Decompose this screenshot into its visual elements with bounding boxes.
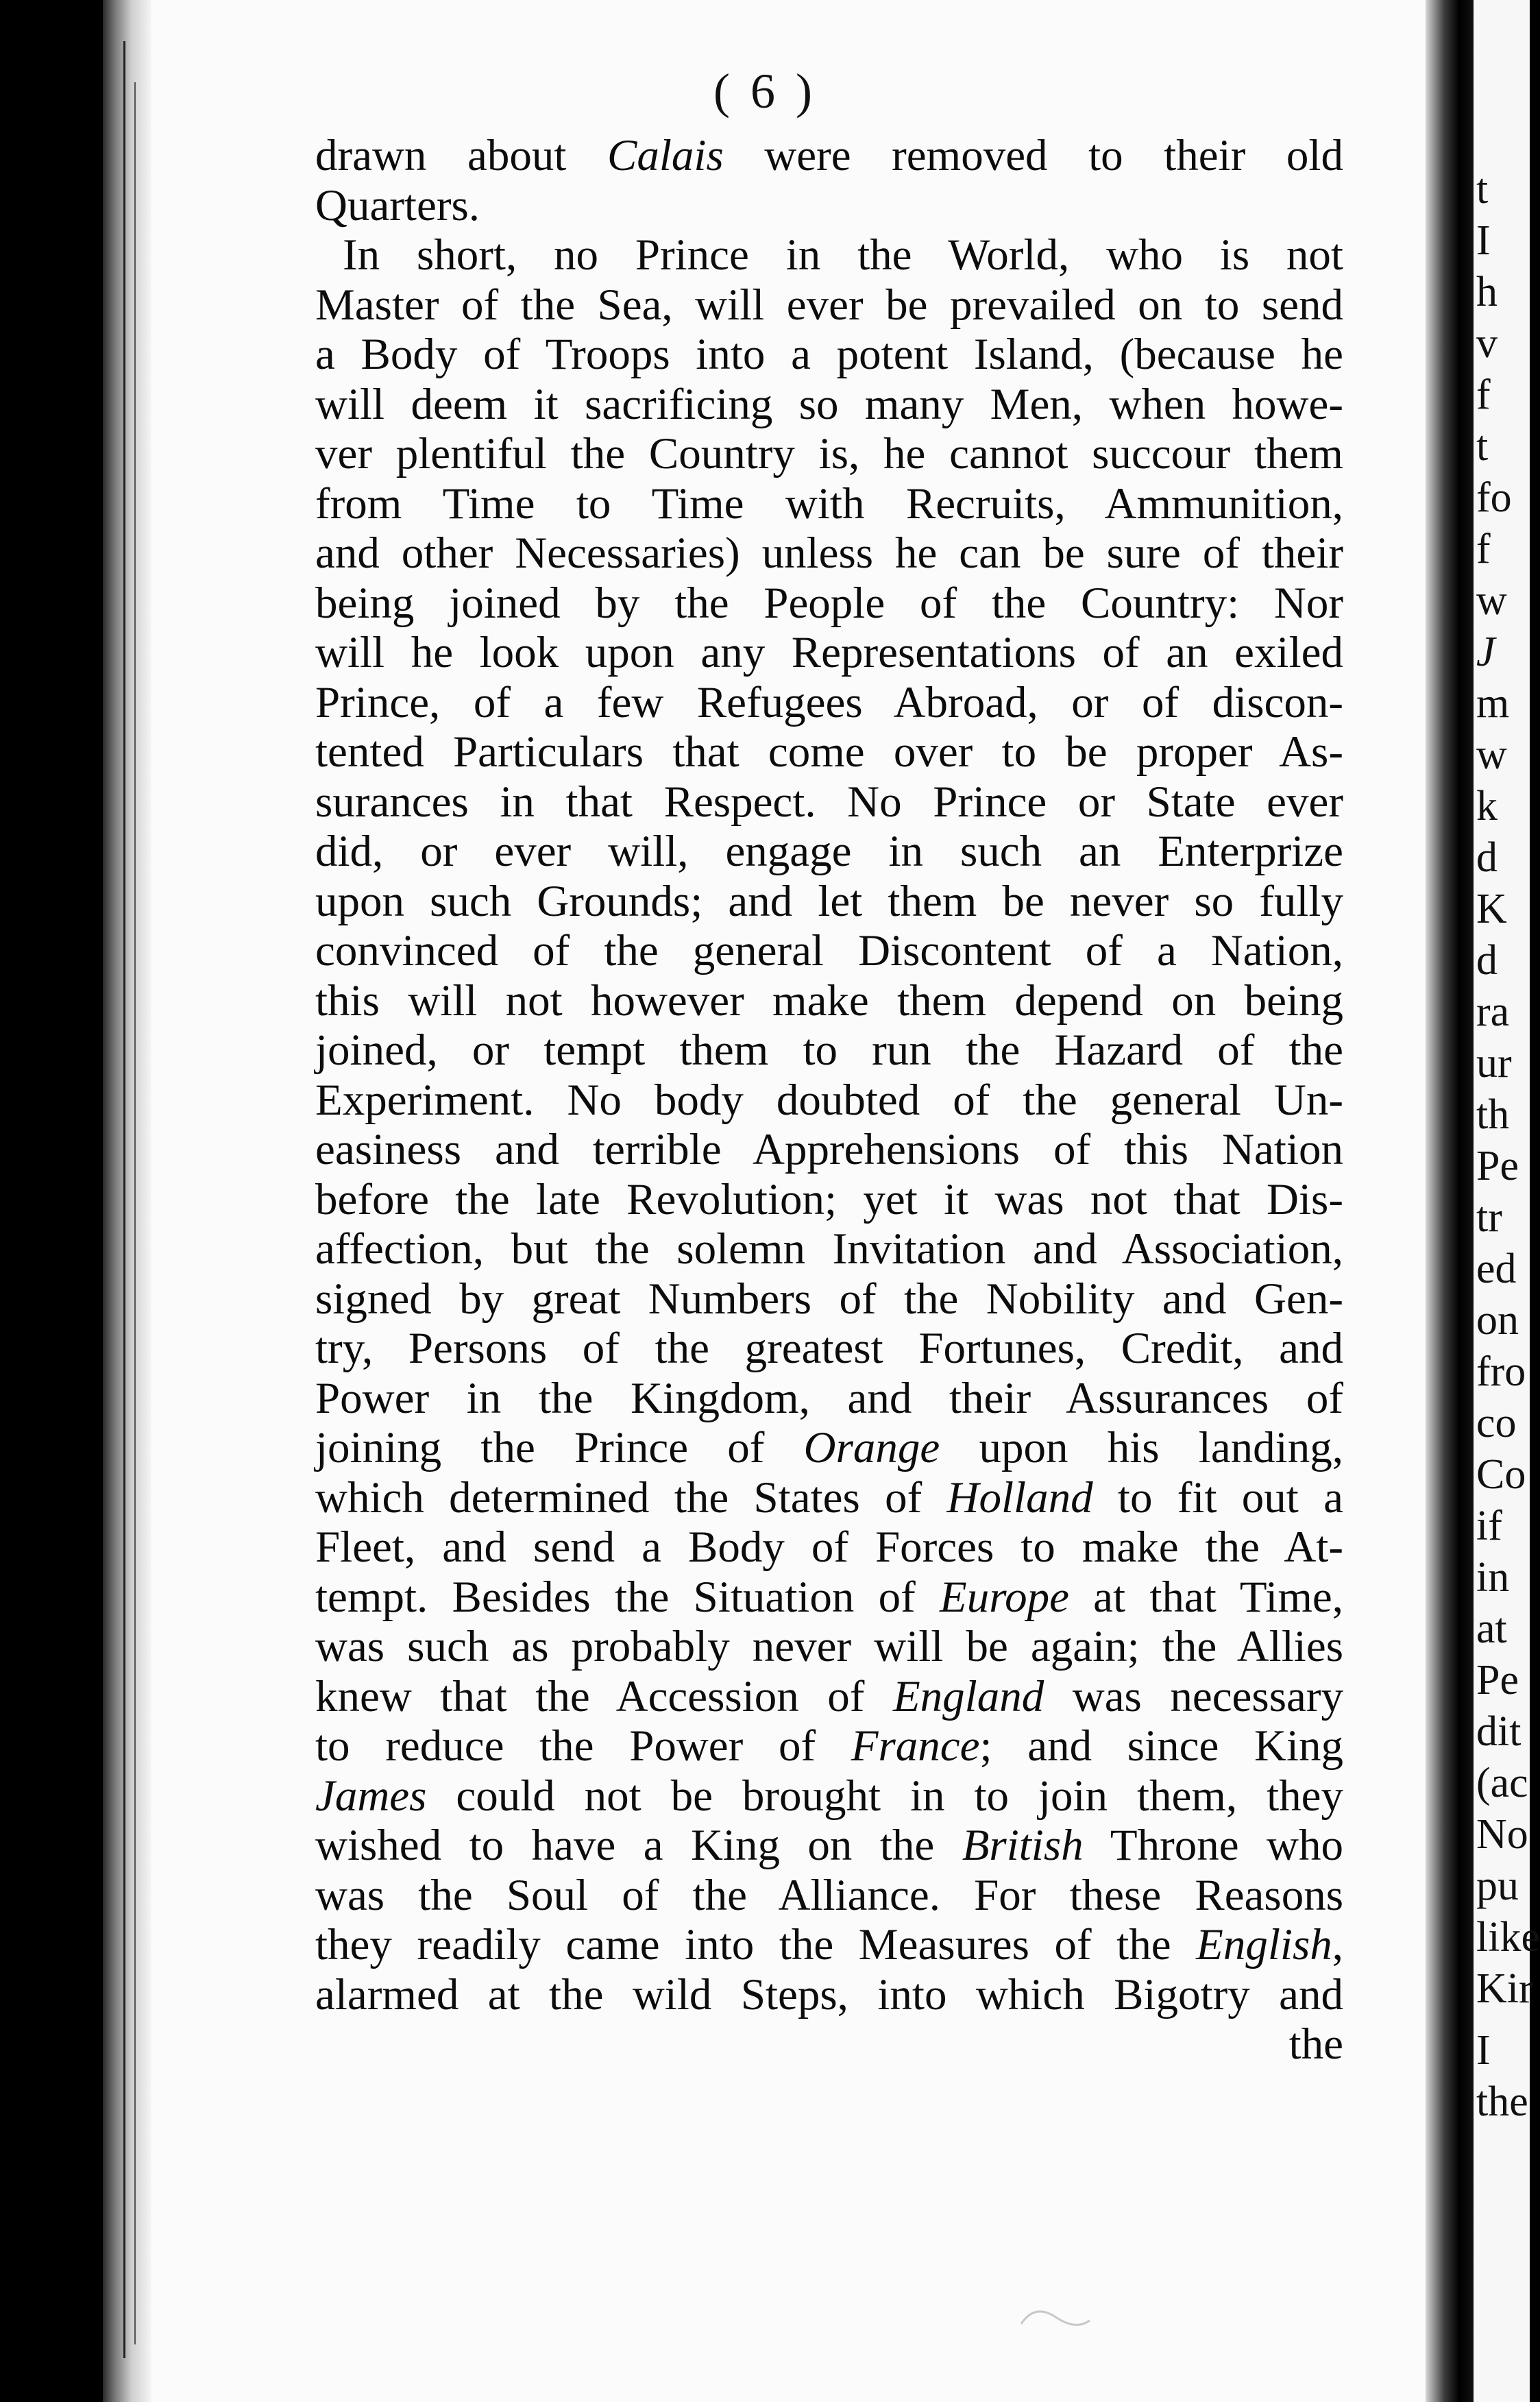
- text-line: [315, 1373, 1343, 1424]
- text-run: a Body of Troops into a potent Island, (because he: [315, 330, 1343, 379]
- facing-text-fragment: Co: [1476, 1451, 1526, 1498]
- text-run: and other Necessaries) unless he can be sure of their: [315, 529, 1343, 578]
- text-run: convinced of the general Discontent of a Nation,: [315, 926, 1343, 975]
- text-run: drawn about: [315, 131, 607, 180]
- facing-text-fragment: d: [1476, 834, 1498, 881]
- text-run: easiness and terrible Apprehensions of this Nation: [315, 1125, 1343, 1174]
- text-run: alarmed at the wild Steps, into which Bigotry and: [315, 1969, 1343, 2019]
- text-run: before the late Revolution; yet it was not that Dis-: [315, 1174, 1343, 1224]
- text-line: [315, 1274, 1343, 1324]
- text-line: [315, 1820, 1343, 1871]
- spine-edge: [123, 41, 125, 2358]
- facing-text-fragment: on: [1476, 1297, 1519, 1344]
- text-line: [315, 1025, 1343, 1076]
- spine-edge-inner: [134, 82, 136, 2344]
- text-line: [315, 1124, 1343, 1175]
- text-run: England: [892, 1671, 1044, 1721]
- text-run: try, Persons of the greatest Fortunes, Credit, and: [315, 1324, 1343, 1373]
- text-run: will deem it sacrificing so many Men, when howe-: [315, 379, 1343, 429]
- text-run: ,: [1332, 1920, 1343, 1969]
- text-run: signed by great Numbers of the Nobility and Gen-: [315, 1274, 1343, 1324]
- text-run: Prince, of a few Refugees Abroad, or of discon-: [315, 677, 1343, 727]
- facing-text-fragment: dit: [1476, 1708, 1521, 1755]
- facing-text-fragment: t: [1476, 166, 1489, 213]
- facing-page-edge: [1474, 0, 1540, 2402]
- text-line: [315, 578, 1343, 629]
- text-run: were removed to their old: [723, 131, 1343, 180]
- facing-text-fragment: the: [1476, 2078, 1528, 2125]
- text-run: joining the Prince of: [315, 1423, 804, 1472]
- text-run: to reduce the Power of: [315, 1721, 851, 1771]
- text-run: they readily came into the Measures of the: [315, 1920, 1197, 1969]
- text-line: [315, 1522, 1343, 1573]
- text-run: will he look upon any Representations of an exiled: [315, 628, 1343, 677]
- text-line: [315, 1323, 1343, 1374]
- facing-text-fragment: like: [1476, 1914, 1540, 1961]
- facing-text-fragment: d: [1476, 937, 1498, 984]
- text-line: [315, 379, 1343, 430]
- text-run: knew that the Accession of: [315, 1671, 893, 1721]
- text-run: which determined the States of: [315, 1472, 947, 1523]
- text-line: [315, 1224, 1343, 1274]
- text-line: [315, 727, 1343, 777]
- text-line: [315, 677, 1343, 728]
- text-run: English: [1196, 1920, 1332, 1969]
- facing-text-fragment: I: [1476, 2027, 1491, 2074]
- text-run: affection, but the solemn Invitation and Association,: [315, 1224, 1343, 1274]
- text-line: [315, 180, 1343, 231]
- facing-text-fragment: tr: [1476, 1194, 1502, 1241]
- text-run: In short, no Prince in the World, who is not: [343, 230, 1343, 280]
- text-line: [315, 1572, 1343, 1623]
- facing-text-fragment: fro: [1476, 1348, 1526, 1395]
- text-line: [315, 876, 1343, 927]
- text-line: [315, 1075, 1343, 1126]
- text-run: wished to have a King on the: [315, 1821, 962, 1870]
- page-number: ( 6 ): [713, 64, 816, 119]
- facing-text-fragment: f: [1476, 372, 1491, 418]
- text-line: [315, 329, 1343, 380]
- facing-text-fragment: k: [1476, 783, 1498, 829]
- facing-text-fragment: w: [1476, 731, 1507, 778]
- text-line: [315, 1422, 1343, 1473]
- text-line: [343, 230, 1343, 280]
- text-run: Power in the Kingdom, and their Assurances of: [315, 1373, 1343, 1423]
- text-run: could not be brought in to join them, they: [426, 1771, 1343, 1821]
- facing-text-fragment: pu: [1476, 1863, 1519, 1909]
- text-line: [315, 1174, 1343, 1225]
- facing-text-fragment: at: [1476, 1605, 1507, 1652]
- text-run: British: [962, 1821, 1084, 1870]
- text-line: [315, 130, 1343, 181]
- text-run: upon such Grounds; and let them be never so fully: [315, 876, 1343, 926]
- text-run: Master of the Sea, will ever be prevailed on to send: [315, 280, 1343, 330]
- facing-text-fragment: ur: [1476, 1040, 1512, 1087]
- text-run: Europe: [939, 1572, 1069, 1622]
- text-line: [315, 1671, 1343, 1722]
- text-run: France: [851, 1721, 980, 1771]
- text-line: [315, 1472, 1343, 1523]
- facing-text-fragment: f: [1476, 526, 1491, 572]
- facing-text-fragment: h: [1476, 269, 1498, 315]
- text-run: was such as probably never will be again; the Allies: [315, 1622, 1343, 1671]
- text-run: was the Soul of the Alliance. For these Reasons: [315, 1870, 1343, 1920]
- text-run: tempt. Besides the Situation of: [315, 1572, 940, 1622]
- text-run: the: [1288, 2019, 1343, 2069]
- text-run: tented Particulars that come over to be proper As-: [315, 727, 1343, 777]
- facing-text-fragment: No: [1476, 1811, 1528, 1858]
- facing-text-fragment: in: [1476, 1554, 1510, 1601]
- text-run: Throne who: [1083, 1821, 1343, 1870]
- page-smudge: [1014, 2296, 1097, 2338]
- facing-text-fragment: K: [1476, 886, 1507, 932]
- facing-text-fragment: co: [1476, 1400, 1517, 1446]
- spine-shadow: [103, 0, 151, 2402]
- text-run: Calais: [607, 131, 724, 180]
- text-line: [315, 1721, 1343, 1771]
- facing-text-fragment: th: [1476, 1091, 1510, 1138]
- text-run: James: [315, 1771, 427, 1821]
- text-line: [315, 975, 1343, 1026]
- text-run: Holland: [946, 1472, 1093, 1523]
- text-run: ; and since King: [979, 1721, 1343, 1771]
- text-line: [315, 528, 1343, 579]
- facing-text-fragment: w: [1476, 577, 1507, 624]
- facing-text-fragment: I: [1476, 217, 1491, 264]
- facing-text-fragment: Kir: [1476, 1965, 1533, 2012]
- text-run: Experiment. No body doubted of the general Un-: [315, 1075, 1343, 1125]
- text-run: surances in that Respect. No Prince or State ever: [315, 777, 1343, 827]
- text-line: [315, 1969, 1343, 2020]
- facing-text-fragment: Pe: [1476, 1657, 1519, 1703]
- text-line: [315, 1621, 1343, 1672]
- facing-text-fragment: t: [1476, 423, 1489, 470]
- text-run: this will not however make them depend on being: [315, 975, 1343, 1026]
- facing-text-fragment: (ac: [1476, 1760, 1528, 1806]
- facing-text-fragment: ed: [1476, 1246, 1517, 1292]
- text-run: Quarters.: [315, 180, 480, 230]
- text-run: joined, or tempt them to run the Hazard of the: [315, 1026, 1343, 1075]
- text-run: Orange: [803, 1423, 940, 1472]
- text-run: at that Time,: [1068, 1572, 1343, 1622]
- facing-text-fragment: J: [1476, 629, 1495, 675]
- facing-text-fragment: m: [1476, 680, 1510, 727]
- text-run: from Time to Time with Recruits, Ammunition,: [315, 478, 1343, 529]
- text-line: [315, 280, 1343, 330]
- text-line: [315, 1919, 1343, 1970]
- text-run: to fit out a: [1092, 1472, 1344, 1523]
- page-gutter: [1426, 0, 1474, 2402]
- text-line: [315, 478, 1343, 529]
- text-line: [315, 428, 1343, 479]
- text-line: [315, 2019, 1343, 2070]
- text-line: [315, 777, 1343, 827]
- text-line: [315, 925, 1343, 976]
- text-line: [315, 1771, 1343, 1821]
- text-run: upon his landing,: [940, 1423, 1343, 1472]
- text-run: being joined by the People of the Country: Nor: [315, 578, 1343, 628]
- facing-text-fragment: v: [1476, 320, 1498, 367]
- text-line: [315, 826, 1343, 877]
- text-line: [315, 1870, 1343, 1921]
- text-run: ver plentiful the Country is, he cannot succour them: [315, 429, 1343, 478]
- facing-text-fragment: fo: [1476, 474, 1512, 521]
- facing-text-fragment: ra: [1476, 988, 1510, 1035]
- text-run: did, or ever will, engage in such an Enterprize: [315, 827, 1343, 876]
- text-line: [315, 627, 1343, 678]
- text-run: was necessary: [1044, 1671, 1343, 1721]
- facing-text-fragment: Pe: [1476, 1143, 1519, 1189]
- text-run: Fleet, and send a Body of Forces to make the At-: [315, 1523, 1343, 1572]
- facing-text-fragment: if: [1476, 1503, 1502, 1549]
